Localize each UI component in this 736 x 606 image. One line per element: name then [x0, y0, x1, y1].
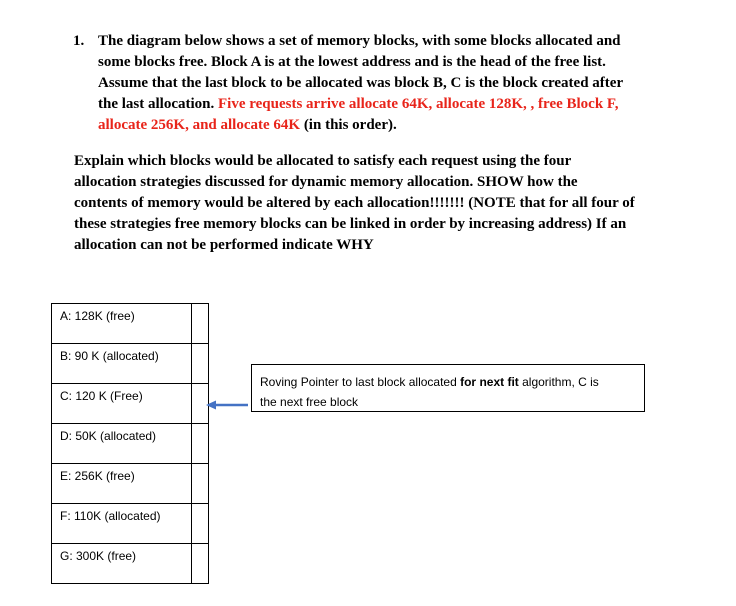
requests-text-red-cont: allocate 256K, and allocate 64K — [98, 117, 301, 133]
memory-block-side — [192, 544, 209, 584]
callout-bold-text: for next fit — [460, 375, 519, 389]
explain-line-1: Explain which blocks would be allocated to satisfy each request using the four — [74, 153, 572, 169]
memory-block-row — [52, 384, 209, 424]
memory-block-table — [51, 303, 209, 584]
question-line-5 — [98, 115, 678, 136]
memory-block-label: G: 300K (free) — [52, 544, 192, 584]
memory-block-label: F: 110K (allocated) — [52, 504, 192, 544]
memory-block-label: D: 50K (allocated) — [52, 424, 192, 464]
requests-text-red: Five requests arrive allocate 64K, allocate 128K, , free Block F, — [218, 96, 619, 112]
memory-block-side — [192, 344, 209, 384]
memory-block-side — [192, 504, 209, 544]
question-line-4-text: the last allocation. — [98, 96, 218, 112]
explain-line-4: these strategies free memory blocks can be linked in order by increasing address) If an — [74, 216, 627, 232]
question-number: 1. — [73, 33, 85, 49]
memory-block-label: C: 120 K (Free) — [52, 384, 192, 424]
question-paragraph — [98, 31, 678, 136]
explain-paragraph — [74, 151, 694, 256]
explain-line-3: contents of memory would be altered by each allocation!!!!!!! (NOTE that for all four of — [74, 195, 635, 211]
memory-block-row — [52, 304, 209, 344]
question-line-1: The diagram below shows a set of memory blocks, with some blocks allocated and — [98, 33, 621, 49]
question-line-2: some blocks free. Block A is at the lowest address and is the head of the free list. — [98, 54, 606, 70]
callout-text-2: algorithm, C is — [518, 375, 599, 389]
explain-line-5: allocation can not be performed indicate WHY — [74, 237, 374, 253]
memory-block-side — [192, 424, 209, 464]
memory-block-row — [52, 464, 209, 504]
callout-line-1 — [260, 372, 636, 392]
roving-pointer-arrow-icon — [204, 399, 250, 411]
memory-block-row — [52, 344, 209, 384]
question-line-3: Assume that the last block to be allocated was block B, C is the block created after — [98, 75, 624, 91]
callout-text-1: Roving Pointer to last block allocated — [260, 375, 461, 389]
explain-line-2: allocation strategies discussed for dynamic memory allocation. SHOW how the — [74, 174, 578, 190]
callout-line-2: the next free block — [260, 395, 359, 409]
question-line-5-text: (in this order). — [300, 117, 397, 133]
roving-pointer-callout — [251, 364, 645, 412]
memory-block-row — [52, 544, 209, 584]
memory-block-label: A: 128K (free) — [52, 304, 192, 344]
memory-block-row — [52, 424, 209, 464]
memory-block-row — [52, 504, 209, 544]
memory-block-label: E: 256K (free) — [52, 464, 192, 504]
question-line-4 — [98, 94, 678, 115]
memory-block-side — [192, 304, 209, 344]
memory-block-label: B: 90 K (allocated) — [52, 344, 192, 384]
arrow-head — [206, 401, 216, 410]
memory-block-side — [192, 464, 209, 504]
